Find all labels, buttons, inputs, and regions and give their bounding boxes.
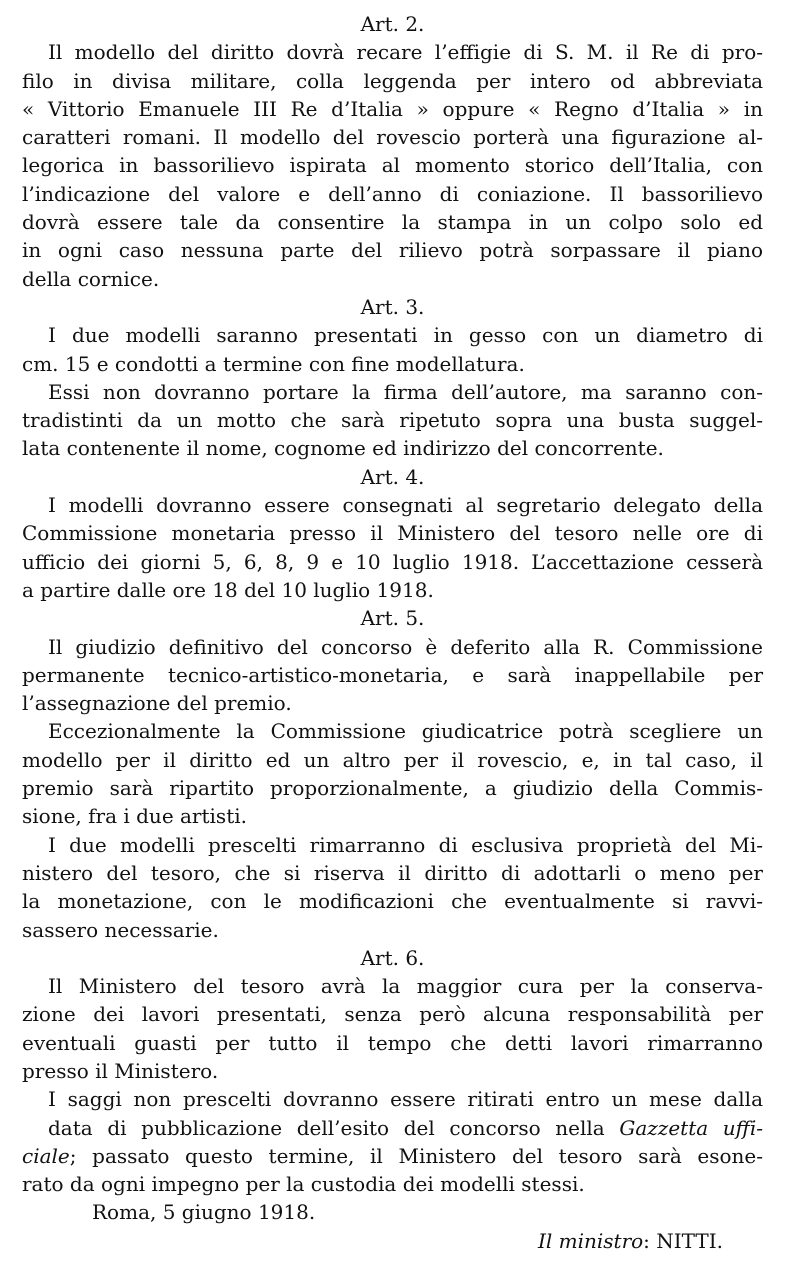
article-heading: Art. 6. [360,945,425,970]
text-line: della cornice. [22,266,160,291]
text-line: I due modelli prescelti rimarranno di esclusiva proprietà del Mi- [48,832,763,857]
text-line: premio sarà ripartito proporzionalmente, a giudizio della Commis- [22,776,763,801]
text-fragment: data di pubblicazione dell’esito del concorso nella [48,1115,620,1140]
text-line: I saggi non prescelti dovranno essere ritirati entro un mese dalla [48,1087,763,1112]
article-paragraph [22,831,763,944]
text-line: Il modello del diritto dovrà recare l’effigie di S. M. il Re di pro- [48,40,763,65]
text-line: I due modelli saranno presentati in gesso con un diametro di [48,323,763,348]
text-line: in ogni caso nessuna parte del rilievo potrà sorpassare il piano [22,238,763,263]
article-paragraph [22,321,763,378]
text-line: ufficio dei giorni 5, 6, 8, 9 e 10 luglio 1918. L’accettazione cesserà [22,549,763,574]
text-line: la monetazione, con le modificazioni che eventualmente si ravvi- [22,889,763,914]
text-line: l’assegnazione del premio. [22,691,292,716]
place-date: Roma, 5 giugno 1918. [92,1200,316,1225]
article-heading: Art. 5. [360,606,425,631]
text-line: « Vittorio Emanuele III Re d’Italia » oppure « Regno d’Italia » in [22,96,763,121]
gazette-title: Gazzetta uffi- [619,1115,763,1140]
minister-name: NITTI. [656,1228,723,1253]
article-paragraph [22,38,763,293]
article-paragraph [22,717,763,830]
closing-paragraph [22,1085,763,1198]
text-line: tradistinti da un motto che sarà ripetuto sopra una busta suggel- [22,408,763,433]
text-line: a partire dalle ore 18 del 10 luglio 1918. [22,577,434,602]
text-line [22,1114,763,1142]
text-line: rato da ogni impegno per la custodia dei modelli stessi. [22,1172,585,1197]
article-heading: Art. 2. [360,12,425,36]
minister-signature [22,1227,763,1255]
text-line: Essi non dovranno portare la firma dell’autore, ma saranno con- [48,379,763,404]
text-line: filo in divisa militare, colla leggenda per intero od abbreviata [22,68,763,93]
article-paragraph [22,378,763,463]
article-paragraph [22,972,763,1085]
text-line: permanente tecnico-artistico-monetaria, e sarà inappellabile per [22,662,763,687]
article-heading: Art. 4. [360,464,425,489]
text-line: cm. 15 e condotti a termine con fine modellatura. [22,351,525,376]
text-line: eventuali guasti per tutto il tempo che detti lavori rimarranno [22,1030,763,1055]
text-line: presso il Ministero. [22,1058,219,1083]
article-paragraph [22,491,763,604]
minister-title: Il ministro [537,1228,644,1253]
text-line: l’indicazione del valore e dell’anno di coniazione. Il bassorilievo [22,181,763,206]
text-line [22,1142,763,1170]
text-line: Eccezionalmente la Commissione giudicatrice potrà scegliere un [48,719,763,744]
text-fragment: ; passato questo termine, il Ministero del tesoro sarà esone- [69,1143,763,1168]
text-line: I modelli dovranno essere consegnati al segretario delegato della [48,493,763,518]
text-line: zione dei lavori presentati, senza però alcuna responsabilità per [22,1002,763,1027]
article-heading: Art. 3. [360,294,425,319]
text-line: nistero del tesoro, che si riserva il diritto di adottarli o meno per [22,860,763,885]
text-line: Commissione monetaria presso il Ministero del tesoro nelle ore di [22,521,763,546]
gazette-title-cont: ciale [22,1143,70,1168]
minister-separator: : [643,1228,657,1253]
text-line: Il giudizio definitivo del concorso è deferito alla R. Commissione [48,634,763,659]
text-line: dovrà essere tale da consentire la stampa in un colpo solo ed [22,210,763,235]
text-line: legorica in bassorilievo ispirata al momento storico dell’Italia, con [22,153,763,178]
text-line: caratteri romani. Il modello del rovescio porterà una figurazione al- [22,125,763,150]
article-paragraph [22,633,763,718]
text-line: sassero necessarie. [22,917,219,942]
text-line: lata contenente il nome, cognome ed indirizzo del concorrente. [22,436,664,461]
text-line: Il Ministero del tesoro avrà la maggior cura per la conserva- [48,974,763,999]
text-line: sione, fra i due artisti. [22,804,247,829]
articles-container [22,10,763,1085]
text-line: modello per il diritto ed un altro per il rovescio, e, in tal caso, il [22,747,763,772]
